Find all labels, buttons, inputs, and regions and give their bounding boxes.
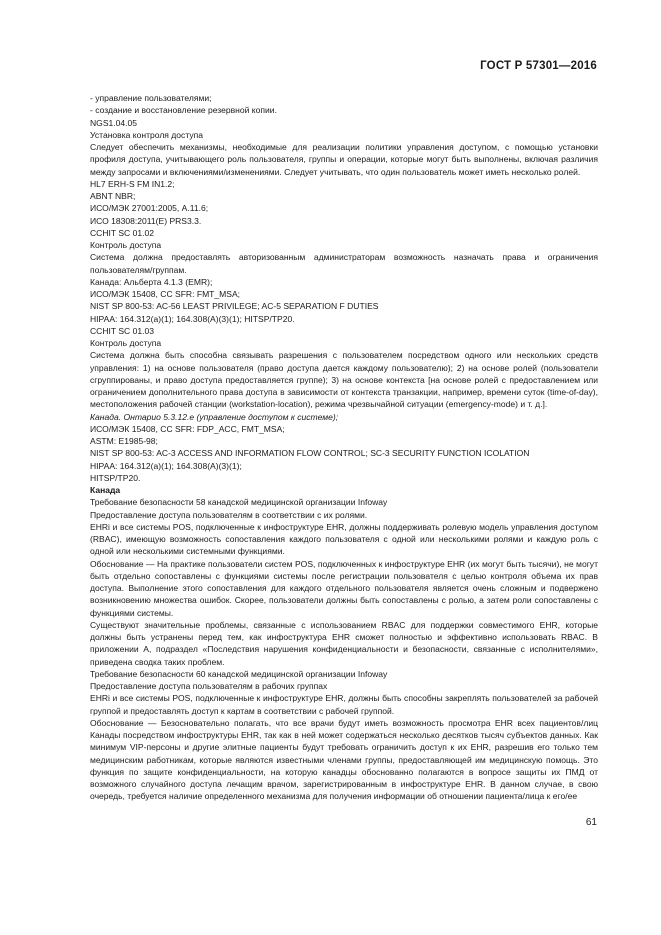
paragraph: ABNT NBR;: [90, 191, 136, 201]
paragraph: EHRi и все системы POS, подключенные к инфоструктуре EHR, должны быть способны закреплять пользователей за рабочей группой и предоставлять доступ к картам в соответствии с рабочей группой.: [90, 693, 598, 716]
paragraph: EHRi и все системы POS, подключенные к инфоструктуре EHR, должны поддерживать ролевую модель управления доступом (RBAC), имеющую возможность сопоставления каждого пользователя с одной или несколькими ролями и каждую роль с одной или несколькими системными функциями.: [90, 521, 598, 557]
paragraph: HIPAA: 164.312(a)(1); 164.308(A)(3)(1); HITSP/TP20.: [90, 313, 295, 324]
paragraph: CCHIT SC 01.03: [90, 325, 154, 336]
paragraph: Обоснование — Безосновательно полагать, что все врачи будут иметь возможность просмотра EHR всех пациентов/лиц Канады посредством инфоструктуры EHR, так как в ней может содержаться несколько десятков тысяч субъектов данных. Как минимум VIP-персоны и другие элитные пациенты будут требовать ограничить доступ к их EHR, разрешив его только тем медицинским работникам, которые являются известными членами группы, предоставляющей им медицинскую помощь. Это функция по защите конфиденциальности, на которую канадцы обоснованно полагаются в вопросе защиты их ПМД от возможного случайного доступа лечащим врачом, зарегистрированным в инфоструктуре EHR. В данном случае, в свою очередь, требуется наличие определенного механизма для получения информации об отношении пациента/лица к его/ее: [90, 717, 598, 802]
paragraph: Предоставление доступа пользователям в рабочих группах: [90, 681, 328, 691]
paragraph: ИСО/МЭК 27001:2005, А.11.6;: [90, 203, 209, 214]
paragraph: Контроль доступа: [90, 338, 162, 348]
paragraph: Канада: Альберта 4.1.3 (EMR);: [90, 276, 213, 287]
paragraph: - создание и восстановление резервной копии.: [90, 105, 277, 116]
paragraph: Канада: [90, 485, 121, 495]
paragraph: Система должна быть способна связывать разрешения с пользователем посредством одного или нескольких средств управления: 1) на основе пользователя (право доступа дается каждому пользователю); 2) на основе ролей (пользователи сгруппированы, и право доступа предоставляется группе); 3) на основе контекста [на основе ролей с предоставлением или ограничением дополнительного права доступа в зависимости от контекста транзакции, например, времени суток (time-of-day), местоположения рабочей станции (workstation-location), режима чрезвычайной ситуации (emergency-mode) и т. д.].: [90, 350, 598, 410]
paragraph: Существуют значительные проблемы, связанные с использованием RBAC для поддержки совместимого EHR, которые должны быть устранены перед тем, как инфоструктура EHR сможет полностью и эффективно использовать RBAC. В приложении А, подраздел «Последствия нарушения конфиденциальности и безопасности, связанные с исполнителями», приведена сводка таких проблем.: [90, 619, 598, 667]
paragraph: ASTM: E1985-98;: [90, 436, 158, 446]
paragraph: NIST SP 800-53: AC-56 LEAST PRIVILEGE; AC-5 SEPARATION F DUTIES: [90, 301, 379, 312]
paragraph: Обоснование — На практике пользователи систем POS, подключенных к инфоструктуре EHR (их могут быть тысячи), не могут быть отдельно сопоставлены с функциями системы после регистрации пользователя с целью контроля объема их прав доступа. Выполнение этого сопоставления для каждого отдельного пользователя является очень сложным и подвержено возникновению множества ошибок. Скорее, пользователи должны быть сопоставлены с ролью, а затем роли сопоставлены с функциями системы.: [90, 558, 598, 618]
paragraph: - управление пользователями;: [90, 93, 212, 103]
paragraph: Следует обеспечить механизмы, необходимые для реализации политики управления доступом, с помощью установки профиля доступа, учитывающего роль пользователя, группы и операции, которые могут быть выполнены, включая различия между запросами и включениями/изменениями. Следует учитывать, что один пользователь может иметь несколько ролей.: [90, 142, 598, 177]
page-header-standard: ГОСТ Р 57301—2016: [480, 60, 597, 72]
paragraph: NIST SP 800-53: AC-3 ACCESS AND INFORMATION FLOW CONTROL; SC-3 SECURITY FUNCTION ICOLATION: [90, 448, 530, 459]
paragraph: Канада. Онтарио 5.3.12.е (управление доступом к системе);: [90, 411, 339, 422]
paragraph: HIPAA: 164.312(a)(1); 164.308(A)(3)(1);: [90, 460, 242, 471]
paragraph: Требование безопасности 60 канадской медицинской организации Infoway: [90, 668, 388, 679]
paragraph: Требование безопасности 58 канадской медицинской организации Infoway: [90, 497, 388, 508]
paragraph: HITSP/TP20.: [90, 472, 141, 483]
paragraph: HL7 ERH-S FM IN1.2;: [90, 178, 175, 189]
paragraph: CCHIT SC 01.02: [90, 227, 154, 238]
paragraph: Контроль доступа: [90, 240, 162, 250]
paragraph: Предоставление доступа пользователям в соответствии с их ролями.: [90, 509, 368, 520]
paragraph: ИСО 18308:2011(E) PRS3.3.: [90, 215, 202, 226]
paragraph: Установка контроля доступа: [90, 129, 203, 140]
paragraph: NGS1.04.05: [90, 117, 138, 128]
document-body: [90, 92, 598, 803]
paragraph: ИСО/МЭК 15408, CC SFR: FDP_ACC, FMT_MSA;: [90, 423, 285, 434]
page-number: 61: [585, 817, 597, 828]
paragraph: ИСО/МЭК 15408, CC SFR: FMT_MSA;: [90, 289, 241, 299]
paragraph: Система должна предоставлять авторизованным администраторам возможность назначать права и ограничения пользователям/группам.: [90, 252, 598, 275]
